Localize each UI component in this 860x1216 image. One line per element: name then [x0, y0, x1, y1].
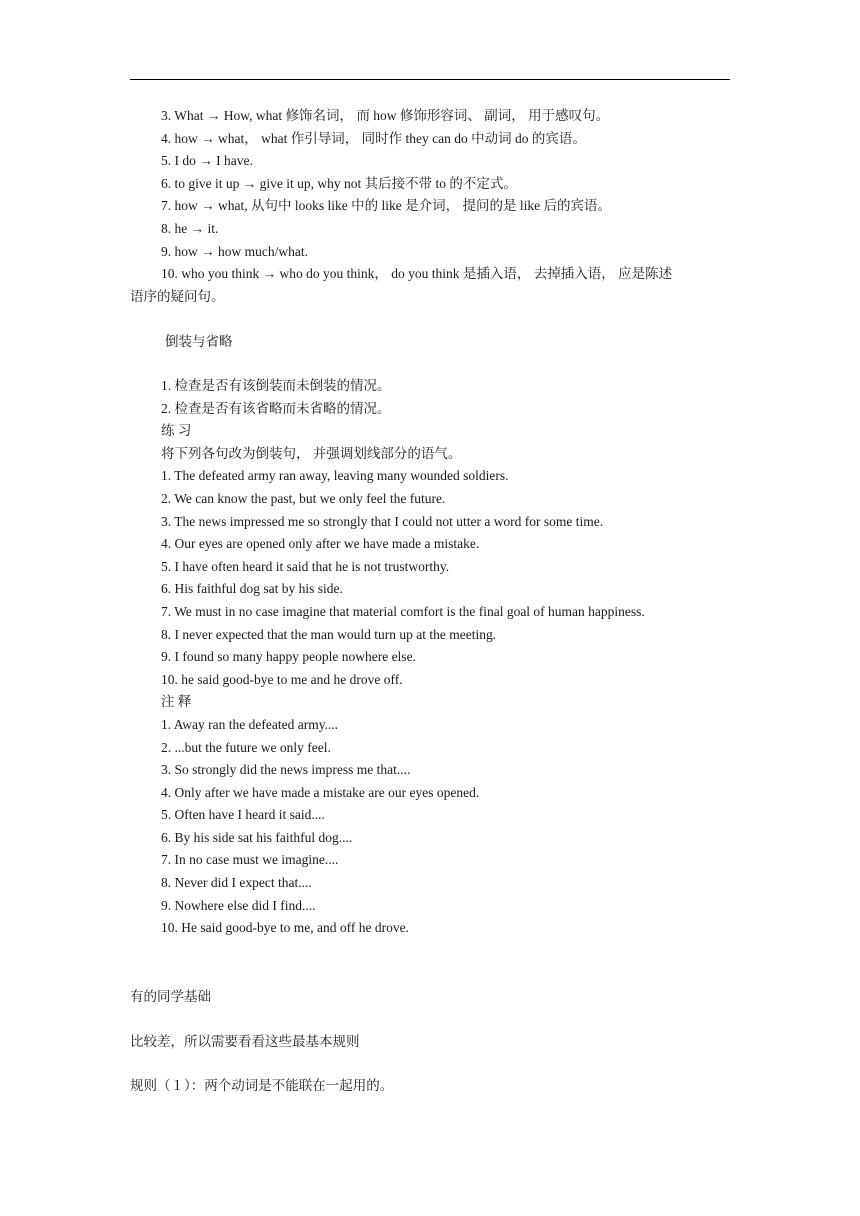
answer-note: 7. how → what, 从句中 looks like 中的 like 是介词， 提问的是 like 后的宾语。 — [161, 198, 611, 214]
answer-item: 10. He said good-bye to me, and off he drove. — [161, 920, 409, 936]
rule-text: 规则（１）：两个动词是不能联在一起用的。 — [130, 1078, 394, 1093]
answer-item: 1. Away ran the defeated army.... — [161, 716, 339, 732]
answer-item: 9. Nowhere else did I find.... — [161, 897, 316, 913]
exercise-item: 5. I have often heard it said that he is not trustworthy. — [161, 558, 450, 574]
exercise-item: 9. I found so many happy people nowhere else. — [161, 649, 416, 665]
answer-note: 4. how → what， what 作引导词， 同时作 they can do 中动词 do 的宾语。 — [161, 130, 586, 146]
exercise-item: 2. We can know the past, but we only feel the future. — [161, 490, 446, 506]
answer-item: 3. So strongly did the news impress me that.... — [161, 762, 411, 778]
exercise-item: 7. We must in no case imagine that material comfort is the final goal of human happiness. — [161, 603, 645, 619]
basics-paragraph-2 — [130, 1031, 360, 1054]
answer-note-10-line-1: 10. who you think → who do you think， do you think 是插入语， 去掉插入语， 应是陈述 — [161, 266, 673, 282]
notes-heading: 注 释 — [161, 694, 192, 710]
answer-notes — [130, 105, 731, 308]
answer-item: 6. By his side sat his faithful dog.... — [161, 829, 353, 845]
exercise-item: 3. The news impressed me so strongly that I could not utter a word for some time. — [161, 513, 604, 529]
answer-note: 8. he → it. — [161, 220, 219, 236]
answer-note: 9. how → how much/what. — [161, 243, 308, 259]
answer-item: 7. In no case must we imagine.... — [161, 852, 339, 868]
exercise-item: 6. His faithful dog sat by his side. — [161, 581, 343, 597]
answer-item: 2. ...but the future we only feel. — [161, 739, 331, 755]
section-title — [165, 331, 233, 354]
section-title-text: 倒装与省略 — [165, 334, 233, 349]
answer-item: 4. Only after we have made a mistake are our eyes opened. — [161, 784, 480, 800]
answer-item: 5. Often have I heard it said.... — [161, 807, 325, 823]
exercise-item: 4. Our eyes are opened only after we have made a mistake. — [161, 536, 480, 552]
check-item: 1. 检查是否有该倒装而未倒装的情况。 — [161, 378, 391, 393]
exercise-item: 8. I never expected that the man would turn up at the meeting. — [161, 626, 497, 642]
exercise-instruction: 将下列各句改为倒装句， 并强调划线部分的语气。 — [161, 445, 462, 461]
exercise-item: 10. he said good-bye to me and he drove off. — [161, 671, 403, 687]
answer-note: 6. to give it up → give it up, why not 其后接不带 to 的不定式。 — [161, 175, 517, 191]
basics-text-2: 比较差，所以需要看看这些最基本规则 — [130, 1034, 360, 1049]
exercise-item: 1. The defeated army ran away, leaving many wounded soldiers. — [161, 468, 509, 484]
header-rule — [130, 79, 730, 80]
rule-paragraph — [130, 1075, 393, 1098]
exercise-heading: 练 习 — [161, 423, 192, 439]
check-item: 2. 检查是否有该省略而未省略的情况。 — [161, 400, 391, 416]
answer-item: 8. Never did I expect that.... — [161, 875, 312, 891]
inversion-section — [161, 375, 645, 940]
answer-note-10-line-2: 语序的疑问句。 — [130, 288, 225, 304]
answer-note: 3. What → How, what 修饰名词， 而 how 修饰形容词、 副词， 用于感叹句。 — [161, 108, 610, 123]
basics-text-1: 有的同学基础 — [130, 989, 211, 1004]
basics-paragraph-1 — [130, 986, 211, 1009]
answer-note: 5. I do → I have. — [161, 153, 253, 169]
